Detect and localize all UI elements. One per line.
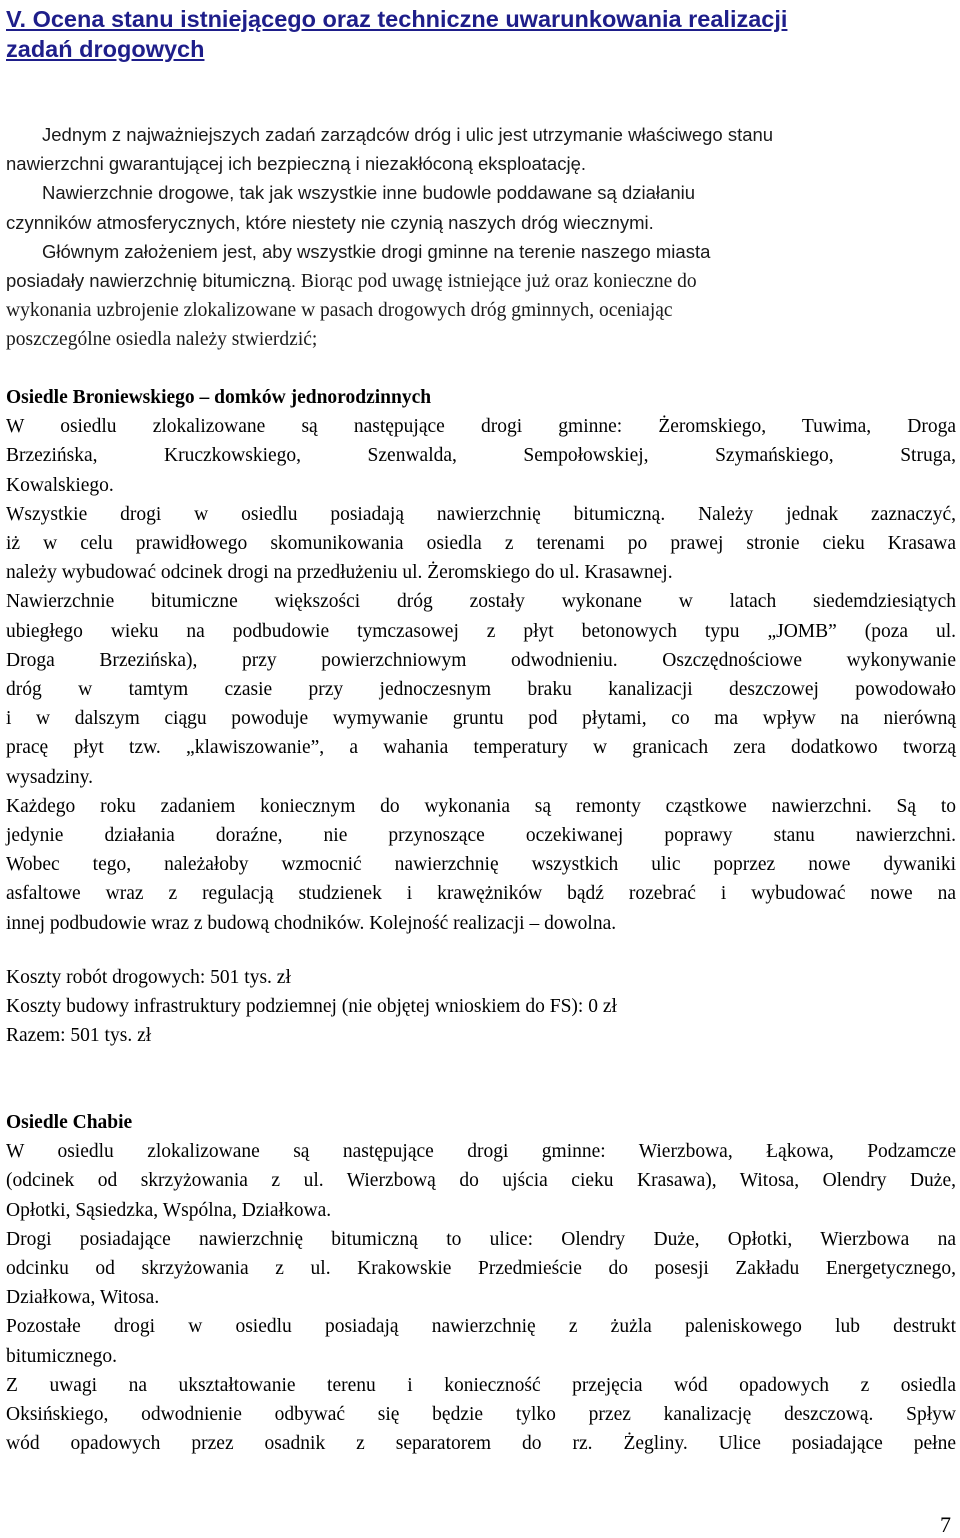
text-line: bitumicznego. — [6, 1345, 118, 1367]
text-line: i w dalszym ciągu powoduje wymywanie gruntu pod płytami, co ma wpływ na nierówną — [6, 708, 956, 730]
text-line: Wobec tego, należałoby wzmocnić nawierzchnię wszystkich ulic poprzez nowe dywaniki — [6, 854, 956, 876]
text-line: Z uwagi na ukształtowanie terenu i konieczność przejęcia wód opadowych z osiedla — [6, 1374, 956, 1396]
intro-line: wykonania uzbrojenie zlokalizowane w pasach drogowych dróg gminnych, oceniając — [6, 300, 673, 322]
text-line: Każdego roku zadaniem koniecznym do wykonania są remonty cząstkowe nawierzchni. Są to — [6, 795, 956, 817]
subsection-title: Osiedle Broniewskiego – domków jednorodzinnych — [6, 387, 432, 408]
text-line: W osiedlu zlokalizowane są następujące drogi gminne: Żeromskiego, Tuwima, Droga — [6, 416, 956, 438]
text-line: W osiedlu zlokalizowane są następujące drogi gminne: Wierzbowa, Łąkowa, Podzamcze — [6, 1141, 956, 1163]
cost-line: Koszty robót drogowych: 501 tys. zł — [6, 967, 291, 988]
intro-line: poszczególne osiedla należy stwierdzić; — [6, 329, 318, 351]
section-broniewskiego — [6, 383, 956, 938]
intro-line: Jednym z najważniejszych zadań zarządców dróg i ulic jest utrzymanie właściwego stanu — [42, 124, 774, 145]
intro-line: Nawierzchnie drogowe, tak jak wszystkie inne budowle poddawane są działaniu — [42, 182, 696, 204]
text-line: ubiegłego wieku na podbudowie tymczasowej z płyt betonowych typu „JOMB” (poza ul. — [6, 620, 956, 642]
intro-paragraph — [6, 120, 956, 355]
page-number: 7 — [940, 1512, 951, 1537]
text-line: pracę płyt tzw. „klawiszowanie”, a wahania temperatury w granicach zera dodatkowo tworzą — [6, 737, 956, 759]
text-line: Działkowa, Witosa. — [6, 1287, 160, 1309]
text-line: Nawierzchnie bitumiczne większości dróg zostały wykonane w latach siedemdziesiątych — [6, 591, 956, 613]
intro-line: Głównym założeniem jest, aby wszystkie drogi gminne na terenie naszego miasta — [42, 240, 711, 262]
text-line: wysadziny. — [6, 766, 94, 788]
costs-block — [6, 963, 956, 1051]
text-line: Oksińskiego, odwodnienie odbywać się będzie tylko przez kanalizację deszczową. Spływ — [6, 1404, 956, 1426]
text-line: należy wybudować odcinek drogi na przedłużeniu ul. Żeromskiego do ul. Krasawnej. — [6, 562, 673, 584]
text-line: Pozostałe drogi w osiedlu posiadają nawierzchnię z żużla paleniskowego lub destrukt — [6, 1316, 956, 1338]
text-line: Brzezińska, Kruczkowskiego, Szenwalda, Sempołowskiej, Szymańskiego, Struga, — [6, 445, 956, 467]
intro-line-part: posiadały nawierzchnię bitumiczną. — [6, 270, 296, 292]
section-heading — [6, 4, 956, 64]
cost-line: Razem: 501 tys. zł — [6, 1025, 152, 1047]
text-line: Wszystkie drogi w osiedlu posiadają nawierzchnię bitumiczną. Należy jednak zaznaczyć, — [6, 503, 956, 525]
subsection-title: Osiedle Chabie — [6, 1112, 133, 1133]
text-line: Opłotki, Sąsiedzka, Wspólna, Działkowa. — [6, 1199, 332, 1221]
text-line: Drogi posiadające nawierzchnię bitumiczną to ulice: Olendry Duże, Opłotki, Wierzbowa na — [6, 1228, 956, 1250]
text-line: dróg w tamtym czasie przy jednoczesnym braku kanalizacji deszczowej powodowało — [6, 679, 956, 701]
intro-line: czynników atmosferycznych, które niestety nie czynią naszych dróg wiecznymi. — [6, 211, 654, 233]
intro-line: nawierzchni gwarantującej ich bezpieczną i niezakłóconą eksploatację. — [6, 153, 587, 175]
section-chabie — [6, 1108, 956, 1458]
cost-line: Koszty budowy infrastruktury podziemnej (nie objętej wnioskiem do FS): 0 zł — [6, 996, 617, 1018]
text-line: wód opadowych przez osadnik z separatorem do rz. Żegliny. Ulice posiadające pełne — [6, 1433, 956, 1455]
text-line: jedynie działania doraźne, nie przynoszące oczekiwanej poprawy stanu nawierzchni. — [6, 825, 956, 847]
heading-line-2: zadań drogowych — [6, 36, 205, 62]
text-line: innej podbudowie wraz z budową chodników. Kolejność realizacji – dowolna. — [6, 912, 617, 934]
text-line: asfaltowe wraz z regulacją studzienek i krawężników bądź rozebrać i wybudować nowe na — [6, 883, 956, 905]
intro-line — [6, 266, 956, 296]
text-line: (odcinek od skrzyżowania z ul. Wierzbową do ujścia cieku Krasawa), Witosa, Olendry Duże, — [6, 1170, 956, 1192]
heading-line-1: V. Ocena stanu istniejącego oraz techniczne uwarunkowania realizacji — [6, 6, 788, 32]
text-line: Droga Brzezińska), przy powierzchniowym odwodnieniu. Oszczędnościowe wykonywanie — [6, 649, 956, 671]
text-line: odcinku od skrzyżowania z ul. Krakowskie Przedmieście do posesji Zakładu Energetycznego, — [6, 1258, 956, 1280]
intro-line-part: Biorąc pod uwagę istniejące już oraz konieczne do — [295, 271, 697, 293]
text-line: Kowalskiego. — [6, 474, 114, 496]
text-line: iż w celu prawidłowego skomunikowania osiedla z terenami po prawej stronie cieku Krasawa — [6, 533, 956, 555]
